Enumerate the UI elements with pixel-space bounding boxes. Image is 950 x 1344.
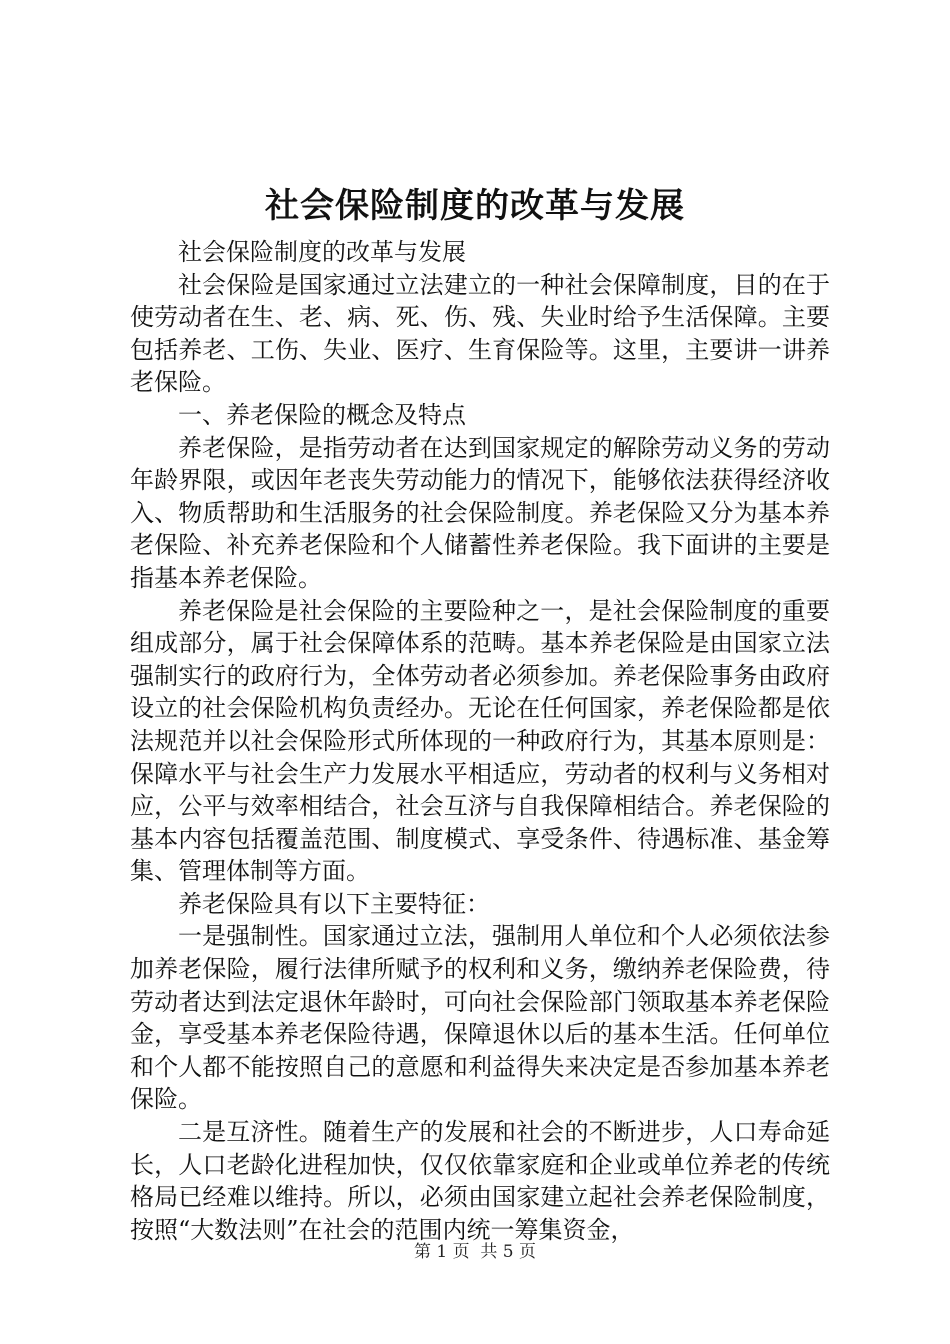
section-heading: 一、养老保险的概念及特点 bbox=[178, 400, 466, 429]
page-number: 第 1 页 共 5 页 bbox=[413, 1242, 537, 1262]
page-footer bbox=[0, 1240, 950, 1264]
document-body bbox=[130, 236, 830, 1246]
paragraph-subtitle: 社会保险制度的改革与发展 bbox=[178, 238, 466, 266]
paragraph-features-intro: 养老保险具有以下主要特征： bbox=[178, 889, 490, 918]
paragraph-principles: 养老保险是社会保险的主要险种之一，是社会保险制度的重要组成部分，属于社会保障体系的范畴。基本养老保险是由国家立法强制实行的政府行为，全体劳动者必须参加。养老保险事务由政府设立的社会保险机构负责经办。无论在任何国家，养老保险都是依法规范并以社会保险形式所体现的一种政府行为，其基本原则是：保障水平与社会生产力发展水平相适应，劳动者的权利与义务相对应，公平与效率相结合，社会互济与自我保障相结合。养老保险的基本内容包括覆盖范围、制度模式、享受条件、待遇标准、基金筹集、管理体制等方面。 bbox=[130, 596, 830, 886]
paragraph-intro: 社会保险是国家通过立法建立的一种社会保障制度，目的在于使劳动者在生、老、病、死、伤、残、失业时给予生活保障。主要包括养老、工伤、失业、医疗、生育保险等。这里，主要讲一讲养老保险。 bbox=[130, 270, 830, 397]
paragraph-feature-compulsory: 一是强制性。国家通过立法，强制用人单位和个人必须依法参加养老保险，履行法律所赋予的权利和义务，缴纳养老保险费，待劳动者达到法定退休年龄时，可向社会保险部门领取基本养老保险金，享受基本养老保险待遇，保障退休以后的基本生活。任何单位和个人都不能按照自己的意愿和利益得失来决定是否参加基本养老保险。 bbox=[130, 922, 830, 1114]
paragraph-feature-mutual-aid: 二是互济性。随着生产的发展和社会的不断进步，人口寿命延长，人口老龄化进程加快，仅仅依靠家庭和企业或单位养老的传统格局已经难以维持。所以，必须由国家建立起社会养老保险制度，按照“大数法则”在社会的范围内统一筹集资金， bbox=[130, 1118, 830, 1244]
paragraph-definition: 养老保险，是指劳动者在达到国家规定的解除劳动义务的劳动年龄界限，或因年老丧失劳动能力的情况下，能够依法获得经济收入、物质帮助和生活服务的社会保险制度。养老保险又分为基本养老保险、补充养老保险和个人储蓄性养老保险。我下面讲的主要是指基本养老保险。 bbox=[130, 433, 830, 592]
document-title: 社会保险制度的改革与发展 bbox=[265, 186, 685, 226]
